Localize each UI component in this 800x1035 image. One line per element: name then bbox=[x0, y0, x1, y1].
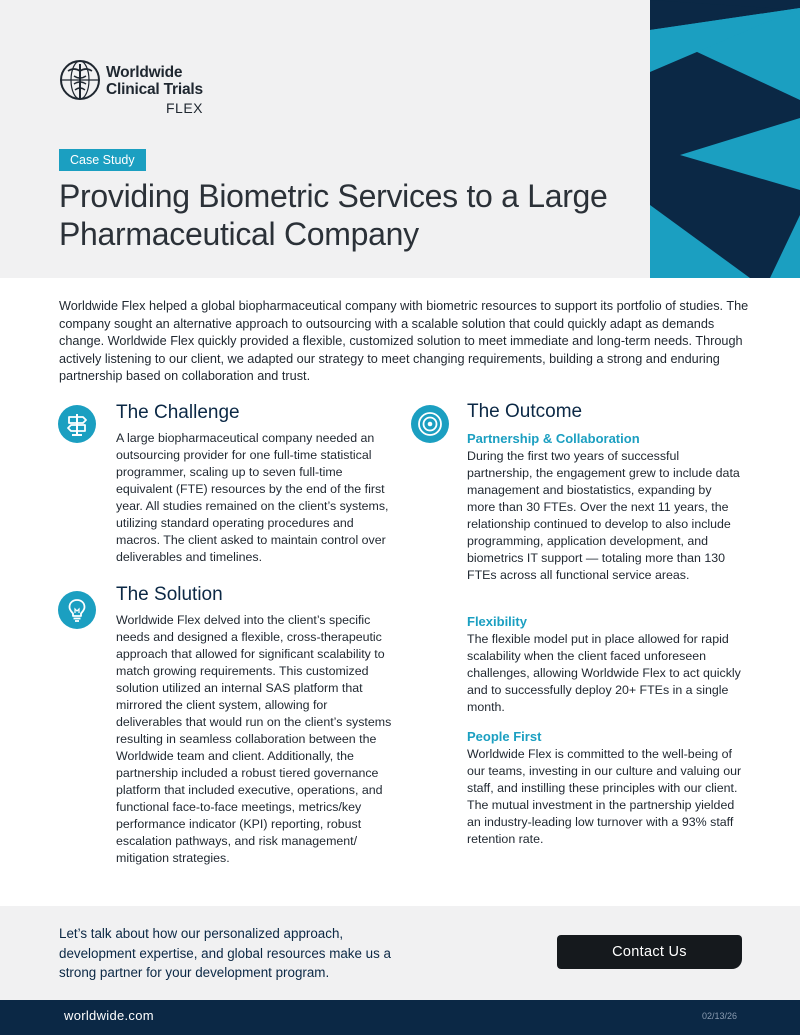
logo-wordmark-line1: Worldwide bbox=[106, 64, 183, 81]
footer-bar bbox=[0, 1000, 800, 1035]
lightbulb-icon bbox=[58, 591, 96, 629]
caduceus-globe-icon bbox=[58, 58, 102, 102]
flexibility-body: The flexible model put in place allowed for rapid scalability when the client faced unforeseen challenges, allowing Worldwide Flex to act quickly and to successfully deploy 20+ FTEs in a single month. bbox=[467, 632, 741, 714]
footer-website-link[interactable]: worldwide.com bbox=[64, 1008, 154, 1023]
header-band bbox=[0, 0, 800, 278]
cta-text: Let’s talk about how our personalized approach, development expertise, and global resources make us a strong partner for your development program. bbox=[59, 926, 391, 980]
intro-paragraph: Worldwide Flex helped a global biopharmaceutical company with biometric resources to support its portfolio of studies. The company sought an alternative approach to outsourcing with a scalable solution that could quickly adapt as demands change. Worldwide Flex quickly provided a flexible, customized solution to meet immediate and long-term needs. Through actively listening to our client, we adapted our strategy to meet changing requirements, building a strong and enduring partnership based on collaboration and trust. bbox=[59, 299, 749, 384]
logo-wordmark-flex: FLEX bbox=[166, 100, 204, 116]
challenge-body: A large biopharmaceutical company needed an outsourcing provider for one full-time statistical programmer, scaling up to seven full-time equivalent (FTE) resources by the end of the first year. All studies remained on the client’s systems, utilizing standard operating procedures and macros. The client asked to maintain control over deliverables and timelines. bbox=[116, 431, 389, 564]
people-first-subheading: People First bbox=[467, 729, 542, 744]
challenge-heading: The Challenge bbox=[116, 402, 240, 423]
cta-band bbox=[0, 906, 800, 1000]
people-first-body: Worldwide Flex is committed to the well-being of our teams, investing in our culture and valuing our staff, and instilling these principles with our client. The mutual investment in the partnership yielded an industry-leading low turnover with a 93% staff retention rate. bbox=[467, 747, 742, 846]
footer-date: 02/13/26 bbox=[702, 1011, 738, 1021]
partnership-body: During the first two years of successful partnership, the engagement grew to include data management and biostatistics, expanding by more than 30 FTEs. Over the next 11 years, the relationship continued to develop to also include programming, application development, and biometrics IT support — totaling more than 130 FTEs across all functional service areas. bbox=[467, 449, 740, 582]
outcome-heading: The Outcome bbox=[467, 401, 583, 422]
solution-body: Worldwide Flex delved into the client’s specific needs and designed a flexible, cross-therapeutic approach that allowed for significant scalability to match growing requirements. This customized solution utilized an internal SAS platform that mirrored the client system, allowing for deliverables that would run on the client’s systems resulting in seamless collaboration between the Worldwide team and client. Additionally, the partnership included a robust tiered governance platform that included executive, operations, and functional face-to-face meetings, metrics/key performance indicator (KPI) reporting, robust escalation pathways, and risk management/ mitigation strategies. bbox=[116, 613, 392, 865]
contact-us-button[interactable]: Contact Us bbox=[557, 935, 742, 969]
partnership-subheading: Partnership & Collaboration bbox=[467, 431, 640, 446]
company-logo bbox=[58, 58, 218, 118]
logo-wordmark-line2: Clinical Trials bbox=[106, 81, 203, 98]
flexibility-subheading: Flexibility bbox=[467, 614, 527, 629]
solution-heading: The Solution bbox=[116, 584, 223, 605]
case-study-tag: Case Study bbox=[59, 149, 146, 171]
signpost-icon bbox=[58, 405, 96, 443]
target-icon bbox=[411, 405, 449, 443]
page-title: Providing Biometric Services to a Large Pharmaceutical Company bbox=[59, 178, 608, 252]
decorative-w-graphic bbox=[650, 0, 800, 278]
